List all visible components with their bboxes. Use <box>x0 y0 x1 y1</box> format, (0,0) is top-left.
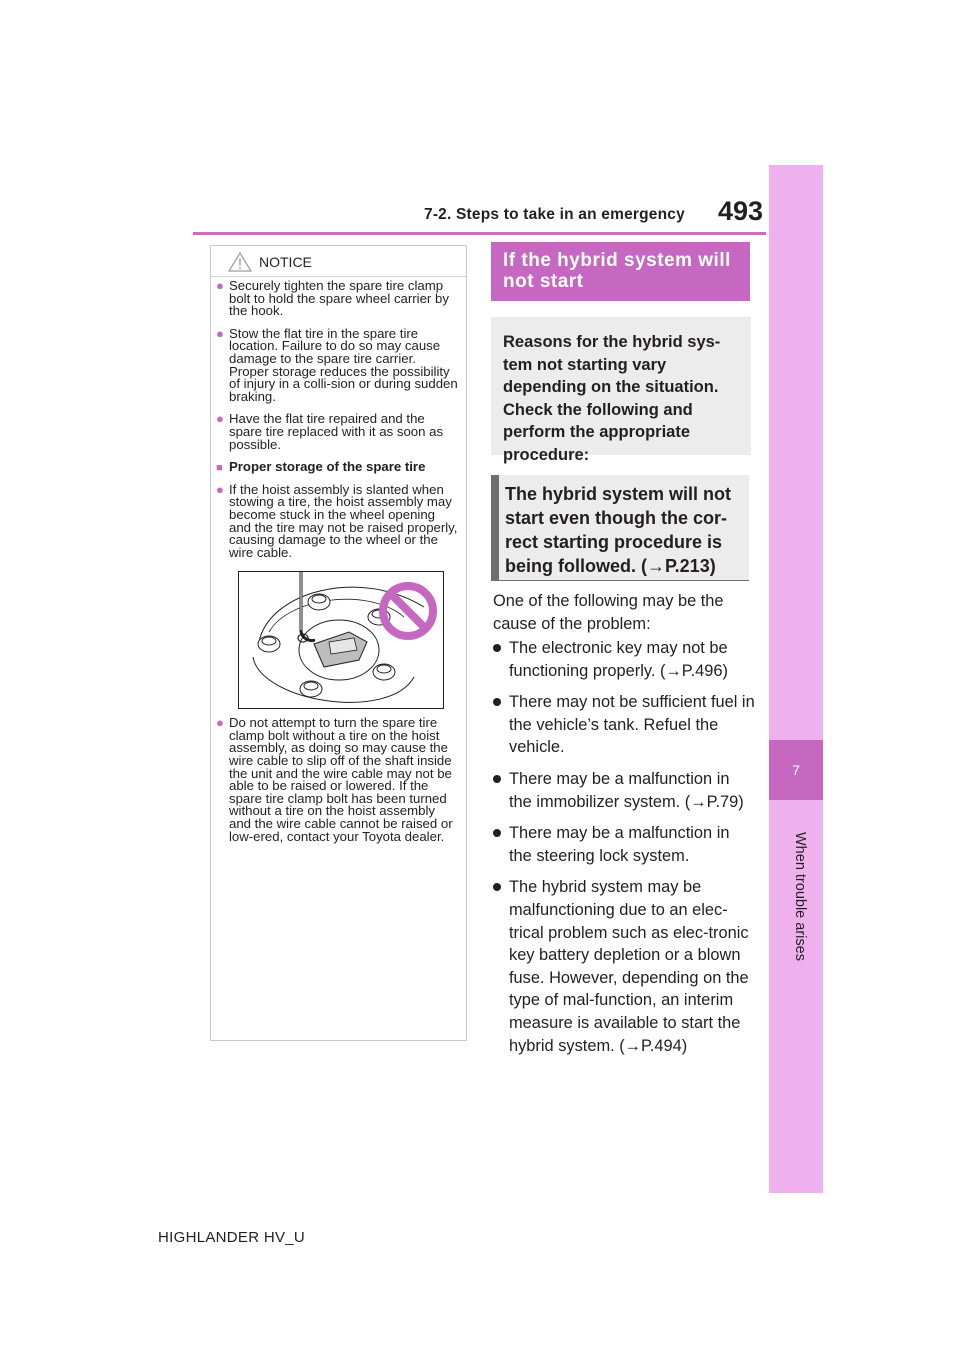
list-item <box>493 637 755 682</box>
bullet-dot-icon <box>493 883 501 891</box>
notice-item <box>216 280 459 318</box>
side-thumb-tab <box>769 165 823 1193</box>
bullet-dot-icon <box>493 829 501 837</box>
notice-item-text: If the hoist assembly is slanted when stowing a tire, the hoist assembly may become stuck in the wheel opening and the tire may not be raised properly, causing damage to the wheel or the wire cable. <box>229 481 458 560</box>
prohibited-icon <box>377 580 439 642</box>
bullet-dot-icon <box>493 698 501 706</box>
notice-box <box>210 245 467 1041</box>
bullet-icon: ● <box>216 411 224 427</box>
notice-item <box>216 325 459 404</box>
notice-item-text: Securely tighten the spare tire clamp bolt to hold the spare wheel carrier by the hook. <box>229 278 449 319</box>
notice-item <box>216 481 459 560</box>
list-item-text: The hybrid system may be malfunctioning due to an elec-trical problem such as elec-tronic key battery depletion or a blown fuse. However, depending on the type of mal-function, an interim measure is available to start the hybrid system. (→P.494) <box>509 878 749 1055</box>
notice-item <box>216 717 459 843</box>
warning-triangle-icon <box>228 252 252 272</box>
chapter-number-box <box>769 740 823 800</box>
list-item-text: There may be a malfunction in the immobilizer system. (→P.79) <box>509 769 744 811</box>
cause-list <box>493 637 755 1066</box>
bullet-dot-icon <box>493 775 501 783</box>
notice-item-text: Stow the flat tire in the spare tire location. Failure to do so may cause damage to the spare tire carrier. Proper storage reduces the possibility of injury in a colli-sion or during sudden braking. <box>229 325 458 404</box>
list-item <box>493 691 755 759</box>
square-bullet-icon: ■ <box>216 462 223 475</box>
notice-subheading-text: Proper storage of the spare tire <box>229 459 426 475</box>
list-item <box>493 876 755 1057</box>
model-footer: HIGHLANDER HV_U <box>158 1229 306 1246</box>
bullet-icon: ● <box>216 278 224 293</box>
header-rule <box>193 232 766 235</box>
bullet-icon: ● <box>216 715 224 731</box>
bullet-icon: ● <box>216 325 224 341</box>
list-item <box>493 768 755 813</box>
intro-paragraph: One of the following may be the cause of the problem: <box>493 592 724 633</box>
notice-subheading <box>216 461 459 474</box>
notice-item-text: Have the flat tire repaired and the spare tire replaced with it as soon as possible. <box>229 411 444 452</box>
notice-header <box>211 246 466 277</box>
bullet-icon: ● <box>216 481 224 497</box>
list-item <box>493 822 755 867</box>
chapter-number: 7 <box>792 762 800 778</box>
chapter-title: When trouble arises <box>792 832 808 961</box>
section-heading: If the hybrid system will not start <box>491 242 750 301</box>
notice-item <box>216 413 459 451</box>
bullet-dot-icon <box>493 644 501 652</box>
section-header: 7-2. Steps to take in an emergency <box>424 206 685 223</box>
list-item-text: The electronic key may not be functioning properly. (→P.496) <box>509 639 728 680</box>
notice-body <box>216 280 459 853</box>
list-item-text: There may be a malfunction in the steering lock system. <box>509 824 730 865</box>
notice-title: NOTICE <box>259 254 312 270</box>
notice-item-text: Do not attempt to turn the spare tire clamp bolt without a tire on the hoist assembly, as doing so may cause the wire cable to slip off of the shaft inside the unit and the wire cable may not be able to be raised or lowered. If the spare tire clamp bolt has been turned without a tire on the hoist assembly and the wire cable cannot be raised or low-ered, contact your Toyota dealer. <box>229 715 453 844</box>
spare-tire-hoist-illustration <box>238 571 444 709</box>
subheading-box: The hybrid system will not start even though the cor-rect starting procedure is being followed. (→P.213) <box>491 475 749 581</box>
list-item-text: There may not be sufficient fuel in the vehicle’s tank. Refuel the vehicle. <box>509 693 755 757</box>
lead-box: Reasons for the hybrid sys-tem not starting vary depending on the situation. Check the following and perform the appropriate procedure: <box>491 317 751 455</box>
page-number: 493 <box>718 196 764 226</box>
